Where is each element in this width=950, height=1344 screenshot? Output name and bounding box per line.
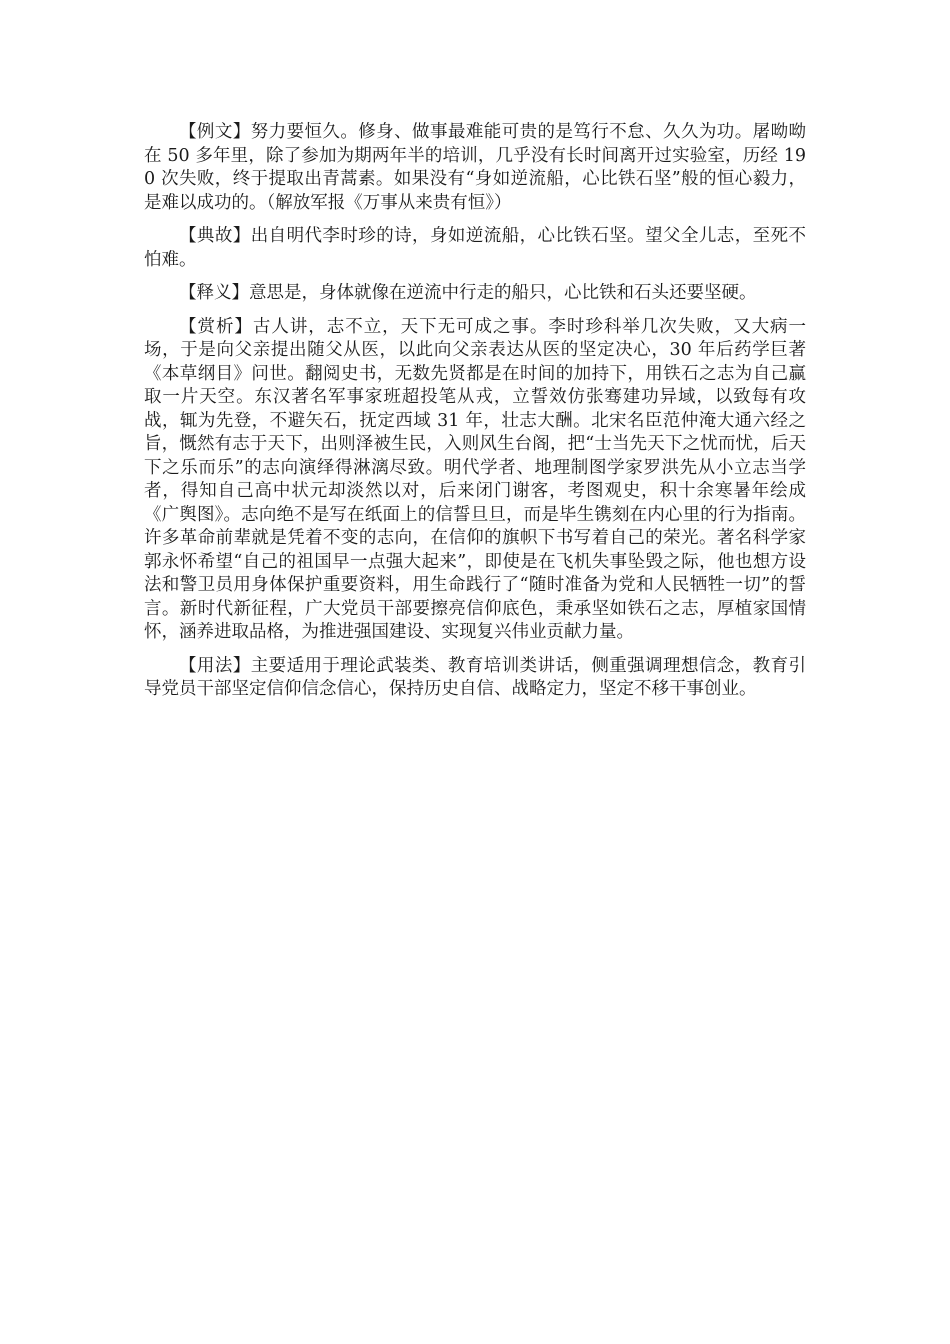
paragraph-tag-allusion: 【典故】 [179,226,251,246]
paragraph-text-appreciation: 古人讲，志不立，天下无可成之事。李时珍科举几次失败，又大病一场，于是向父亲提出随父从医，以此向父亲表达从医的坚定决心，30 年后药学巨著《本草纲目》问世。翻阅史书，无数先贤都是在时间的加持下，用铁石之志为自己赢取一片天空。东汉著名军事家班超投笔从戎，立誓效仿张骞建功异域，以致每有攻战，辄为先登，不避矢石，抚定西域 31 年，壮志大酬。北宋名臣范仲淹大通六经之旨，慨然有志于天下，出则泽被生民，入则风生台阁，把“士当先天下之忧而忧，后天下之乐而乐”的志向演绎得淋漓尽致。明代学者、地理制图学家罗洪先从小立志当学者，得知自己高中状元却淡然以对，后来闭门谢客，考图观史，积十余寒暑年绘成《广舆图》。志向绝不是写在纸面上的信誓旦旦，而是毕生镌刻在内心里的行为指南。许多革命前辈就是凭着不变的志向，在信仰的旗帜下书写着自己的荣光。著名科学家郭永怀希望“自己的祖国早一点强大起来”，即使是在飞机失事坠毁之际，他也想方设法和警卫员用身体保护重要资料，用生命践行了“随时准备为党和人民牺牲一切”的誓言。新时代新征程，广大党员干部要擦亮信仰底色，秉承坚如铁石之志，厚植家国情怀，涵养进取品格，为推进强国建设、实现复兴伟业贡献力量。 [144,316,807,642]
document-body [144,121,806,712]
paragraph-text-usage: 主要适用于理论武装类、教育培训类讲话，侧重强调理想信念，教育引导党员干部坚定信仰信念信心，保持历史自信、战略定力，坚定不移干事创业。 [144,655,807,699]
paragraph-text-example: 努力要恒久。修身、做事最难能可贵的是笃行不怠、久久为功。屠呦呦在 50 多年里，除了参加为期两年半的培训，几乎没有长时间离开过实验室，历经 190 次失败，终于提取出青蒿素。如果没有“身如逆流船，心比铁石坚”般的恒心毅力，是难以成功的。（解放军报《万事从来贵有恒》） [144,122,807,213]
paragraph-appreciation [144,316,806,645]
paragraph-tag-example: 【例文】 [179,122,251,142]
paragraph-text-allusion: 出自明代李时珍的诗，身如逆流船，心比铁石坚。望父全儿志，至死不怕难。 [144,226,807,270]
paragraph-text-meaning: 意思是，身体就像在逆流中行走的船只，心比铁和石头还要坚硬。 [249,283,757,303]
paragraph-meaning [144,282,806,306]
paragraph-tag-appreciation: 【赏析】 [179,316,253,337]
paragraph-example [144,121,806,215]
paragraph-tag-meaning: 【释义】 [179,283,249,303]
paragraph-tag-usage: 【用法】 [179,655,251,676]
paragraph-usage [144,655,806,702]
paragraph-allusion [144,225,806,272]
